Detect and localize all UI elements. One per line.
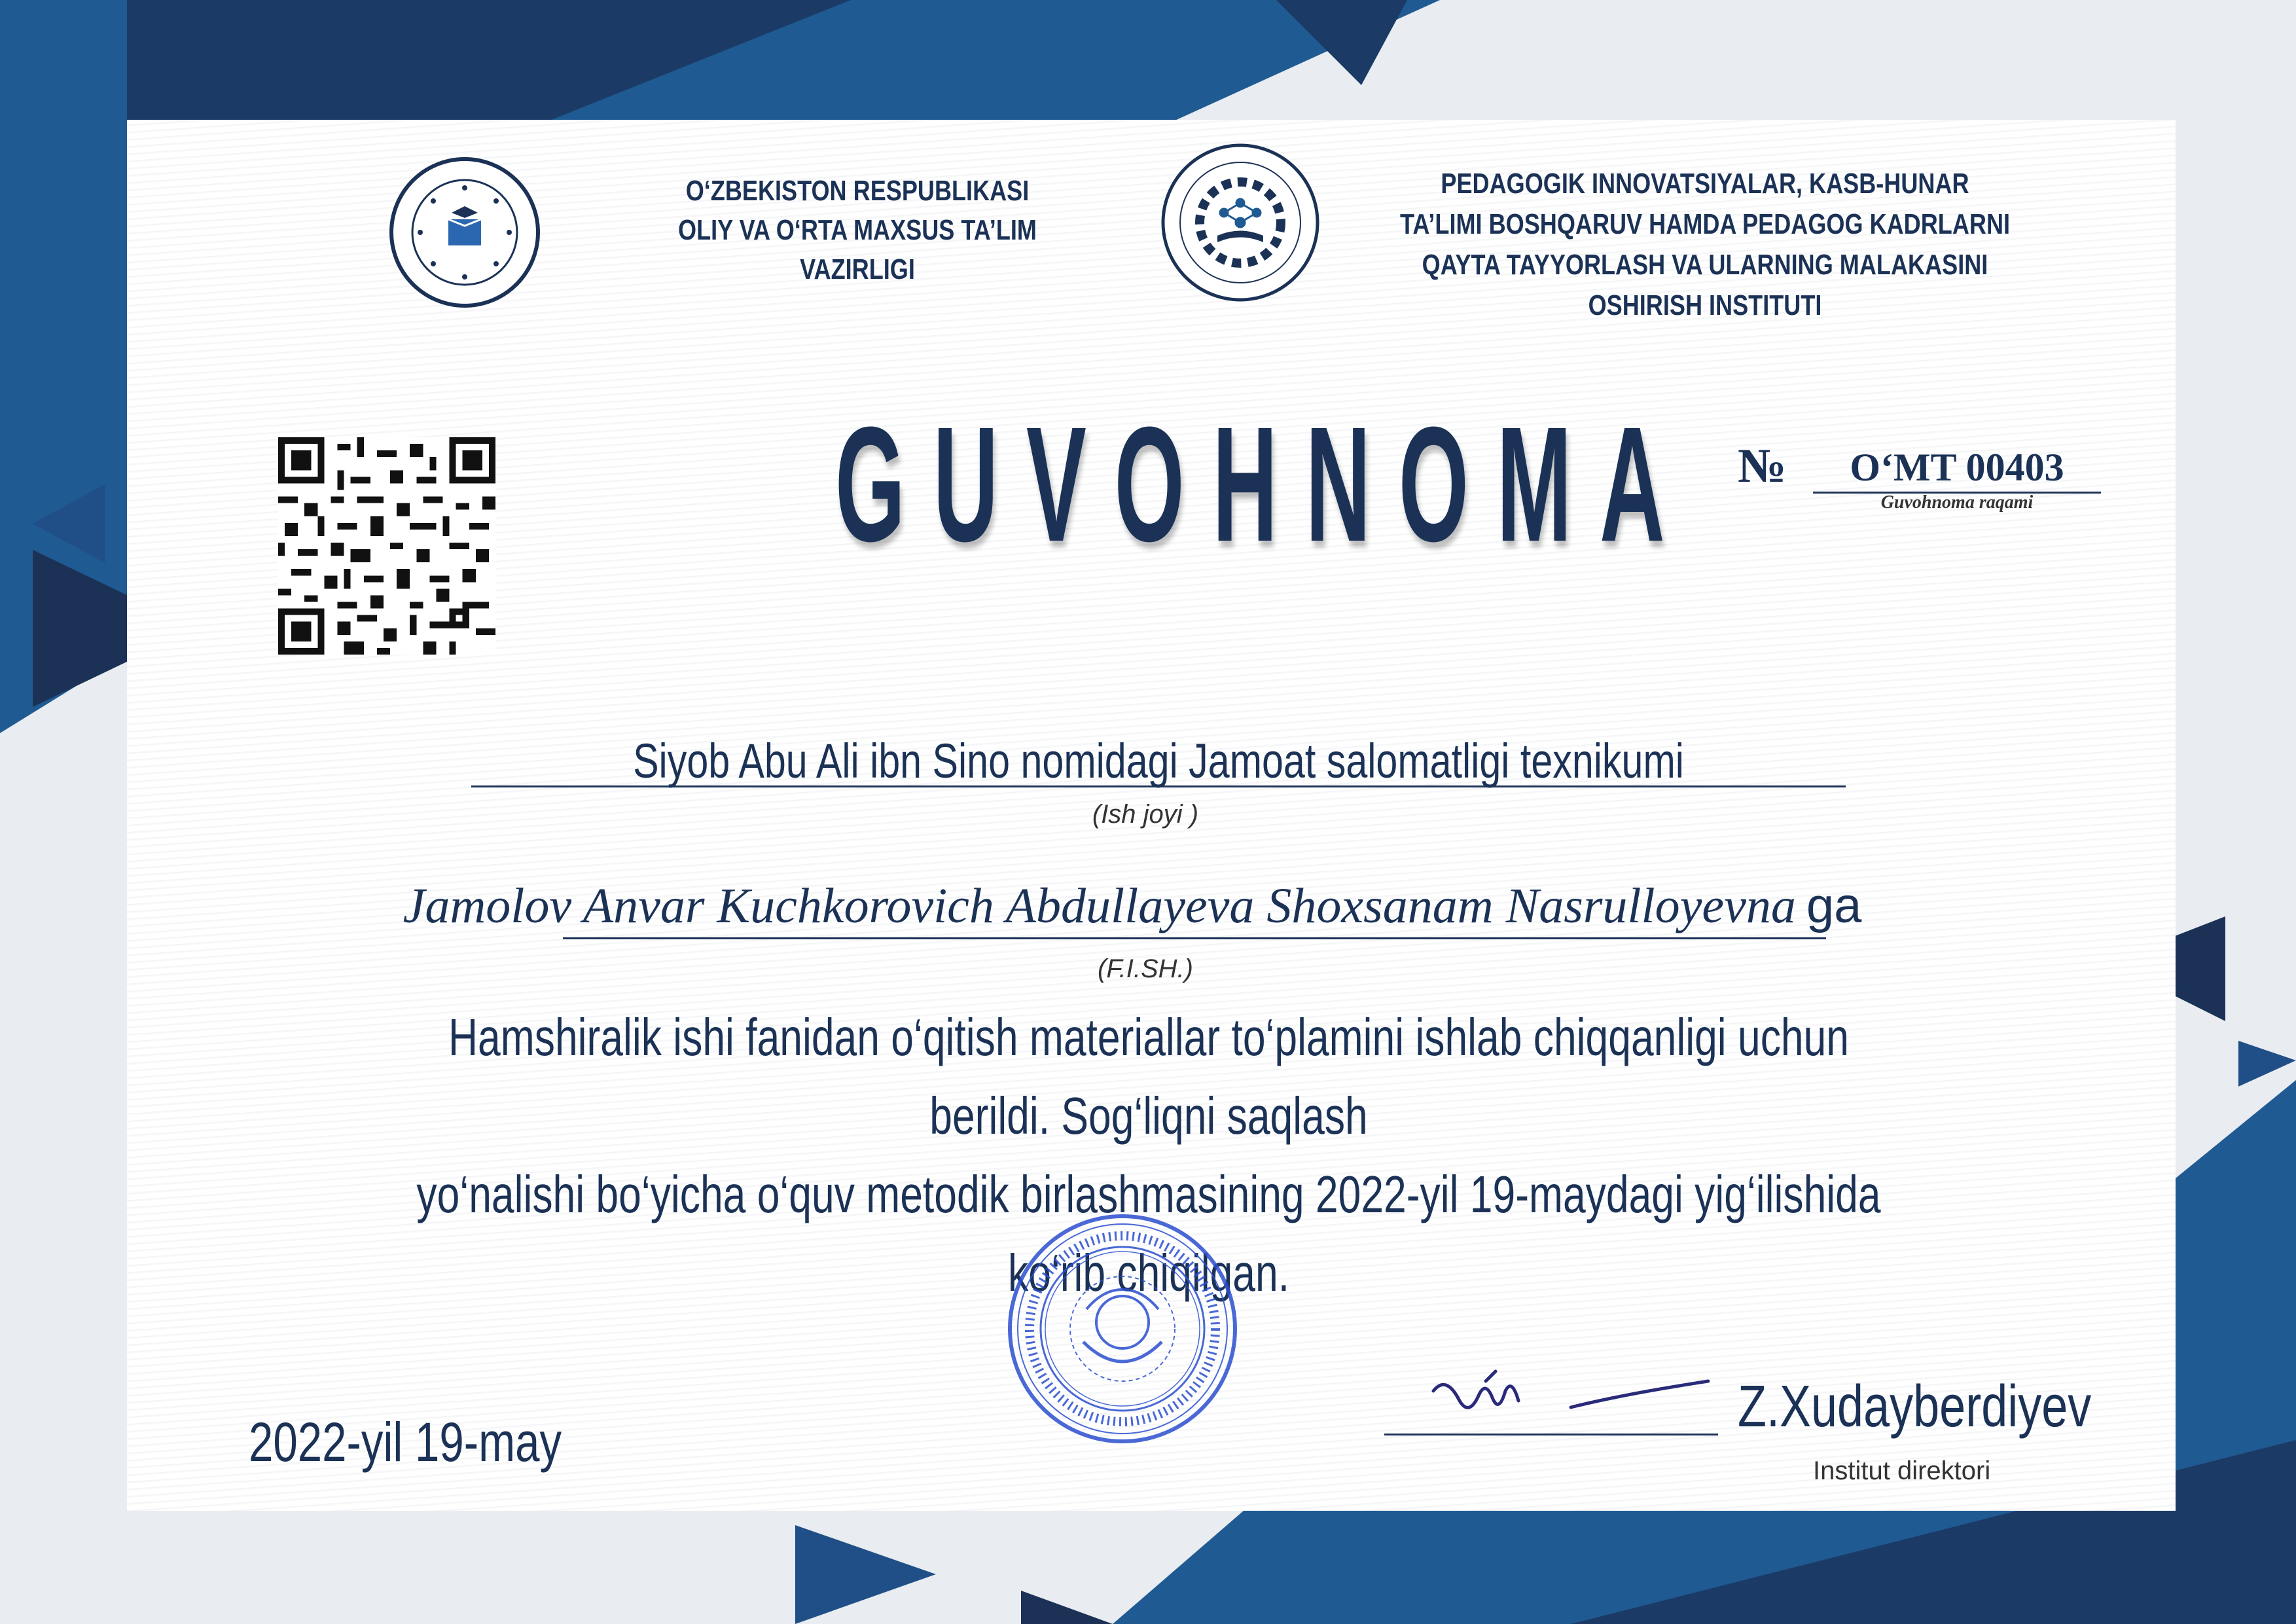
workplace-caption: (Ish joyi ) [1092, 800, 1199, 829]
recipient-suffix: ga [1806, 878, 1862, 933]
institute-header [1386, 164, 2024, 326]
recipient-caption: (F.I.SH.) [1098, 954, 1193, 983]
ministry-header [626, 171, 1088, 289]
number-symbol: № [1738, 439, 1787, 493]
signature-line [1384, 1434, 1718, 1435]
institute-line: TA’LIMI BOSHQARUV HAMDA PEDAGOG KADRLARNI [1399, 208, 2011, 240]
workplace-value: Siyob Abu Ali ibn Sino nomidagi Jamoat salomatligi texnikumi [633, 734, 1684, 788]
certificate-number: O‘MT 00403 [1813, 445, 2101, 494]
ministry-seal-icon [386, 154, 543, 311]
institute-line: QAYTA TAYYORLASH VA ULARNING MALAKASINI [1422, 249, 1988, 281]
signatory-name: Z.Xudayberdiyev [1738, 1374, 2092, 1439]
recipient-name: Jamolov Anvar Kuchkorovich Abdullayeva Shoxsanam Nasrulloyevna [403, 878, 1796, 933]
ministry-line: OLIY VA O‘RTA MAXSUS TA’LIM [678, 214, 1037, 246]
body-line: yo‘nalishi bo‘yicha o‘quv metodik birlashmasining 2022-yil 19-maydagi yig‘ilishida ko‘rib chiqilgan. [416, 1165, 1881, 1302]
qr-code-icon[interactable] [278, 437, 495, 655]
signatory-title: Institut direktori [1813, 1456, 1991, 1485]
workplace-underline [471, 785, 1846, 787]
signature-icon [1407, 1355, 1721, 1434]
issue-date: 2022-yil 19-may [249, 1411, 562, 1473]
certificate-title: GUVOHNOMA [835, 393, 1693, 575]
institute-line: PEDAGOGIK INNOVATSIYALAR, KASB-HUNAR [1441, 168, 1969, 200]
ministry-line: O‘ZBEKISTON RESPUBLIKASI [685, 175, 1030, 207]
recipient-line [301, 877, 1964, 935]
official-stamp-icon [1005, 1211, 1240, 1447]
recipient-underline [563, 937, 1826, 939]
institute-line: OSHIRISH INSTITUTI [1588, 289, 1822, 321]
body-line: Hamshiralik ishi fanidan o‘qitish materiallar to‘plamini ishlab chiqqanligi uchun berildi. Sog‘liqni saqlash [448, 1008, 1850, 1145]
institute-gear-logo-icon [1158, 141, 1322, 304]
ministry-line: VAZIRLIGI [800, 253, 915, 285]
certificate-number-caption: Guvohnoma raqami [1880, 492, 2034, 513]
